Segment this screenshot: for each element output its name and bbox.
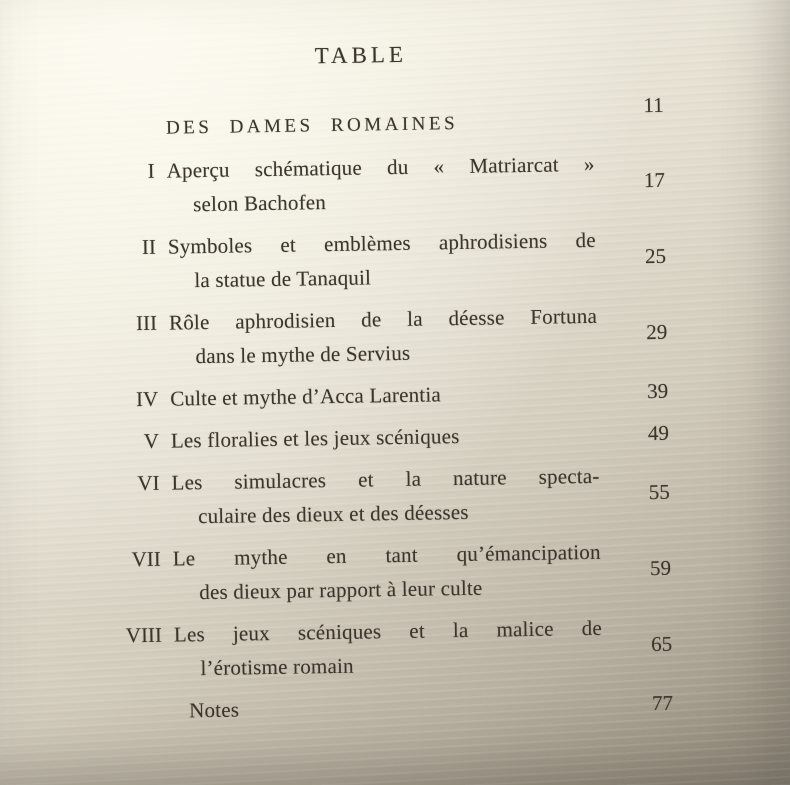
toc-entry-line: Les jeux scéniques et la malice de: [173, 615, 603, 647]
toc-entry-line: Aperçu schématique du « Matriarcat »: [166, 151, 595, 183]
toc-title: TABLE: [314, 41, 408, 69]
toc-entry-numeral: VI: [137, 470, 160, 496]
toc-entry-page-number: 11: [643, 92, 664, 118]
toc-entry: [97, 298, 668, 375]
toc-entry-line: Le mythe en tant qu’émancipation: [172, 539, 601, 571]
toc-entry-text: [175, 687, 603, 728]
toc-entry-page-number: 65: [650, 631, 673, 657]
toc-entries: [94, 92, 674, 729]
toc-entry-numeral: [94, 112, 158, 113]
toc-entry: [99, 458, 670, 535]
toc-entry-text: [166, 147, 595, 222]
toc-entry-text: [168, 223, 597, 298]
toc-entry-line: selon Bachofen: [192, 190, 327, 217]
toc-entry-text: [171, 459, 600, 534]
toc-entry-numeral: II: [141, 234, 157, 260]
toc-entry: [103, 686, 673, 729]
toc-entry-text: [166, 105, 594, 146]
toc-entry-text: [169, 299, 598, 374]
toc-entry-text: [174, 611, 603, 686]
toc-entry-page-number: 25: [644, 243, 667, 269]
toc-entry: [98, 374, 668, 417]
toc-entry-numeral: V: [143, 428, 160, 453]
toc-entry-line: Les floralies et les jeux scéniques: [170, 424, 460, 453]
toc-entry-text: [172, 535, 601, 610]
toc-entry-page-number: 39: [646, 378, 669, 404]
toc-entry-line: DES DAMES ROMAINES: [165, 113, 459, 139]
toc-entry-numeral: I: [147, 158, 155, 183]
toc-entry-page-number: 59: [649, 555, 672, 581]
toc-entry-line: dans le mythe de Servius: [195, 340, 411, 369]
toc-entry-line: Notes: [188, 697, 240, 723]
toc-entry-line: Culte et mythe d’Acca Larentia: [170, 382, 442, 411]
toc-entry-page-number: 55: [648, 479, 670, 505]
toc-entry-line: la statue de Tanaquil: [194, 265, 372, 293]
toc-entry-line: Symboles et emblèmes aphrodisiens de: [167, 227, 596, 259]
toc-entry-line: des dieux par rapport à leur culte: [199, 575, 483, 605]
toc-entry: [99, 416, 669, 459]
toc-entry-text: [170, 375, 598, 416]
toc-entry-page-number: 77: [651, 690, 674, 716]
toc-entry: [100, 534, 671, 611]
toc-entry-page-number: 17: [643, 167, 666, 193]
toc-entry: [102, 610, 673, 687]
toc-entry-numeral: IV: [135, 386, 159, 412]
toc-entry-page-number: 49: [647, 420, 670, 446]
toc-entry: [94, 92, 664, 147]
toc-entry-numeral: III: [135, 310, 158, 336]
toc-entry-numeral: VIII: [125, 622, 163, 648]
toc-entry: [96, 222, 667, 299]
toc-entry-line: l’érotisme romain: [200, 653, 354, 681]
toc-entry-line: Rôle aphrodisien de la déesse Fortuna: [168, 303, 598, 335]
toc-entry-numeral: [103, 694, 167, 695]
toc-entry-page-number: 29: [646, 319, 668, 345]
toc-entry: [94, 146, 665, 223]
toc-entry-line: culaire des dieux et des déesses: [197, 499, 469, 529]
toc-entry-numeral: VII: [131, 546, 161, 572]
toc-entry-text: [171, 417, 599, 458]
toc-entry-line: Les simulacres et la nature specta-: [171, 463, 600, 495]
